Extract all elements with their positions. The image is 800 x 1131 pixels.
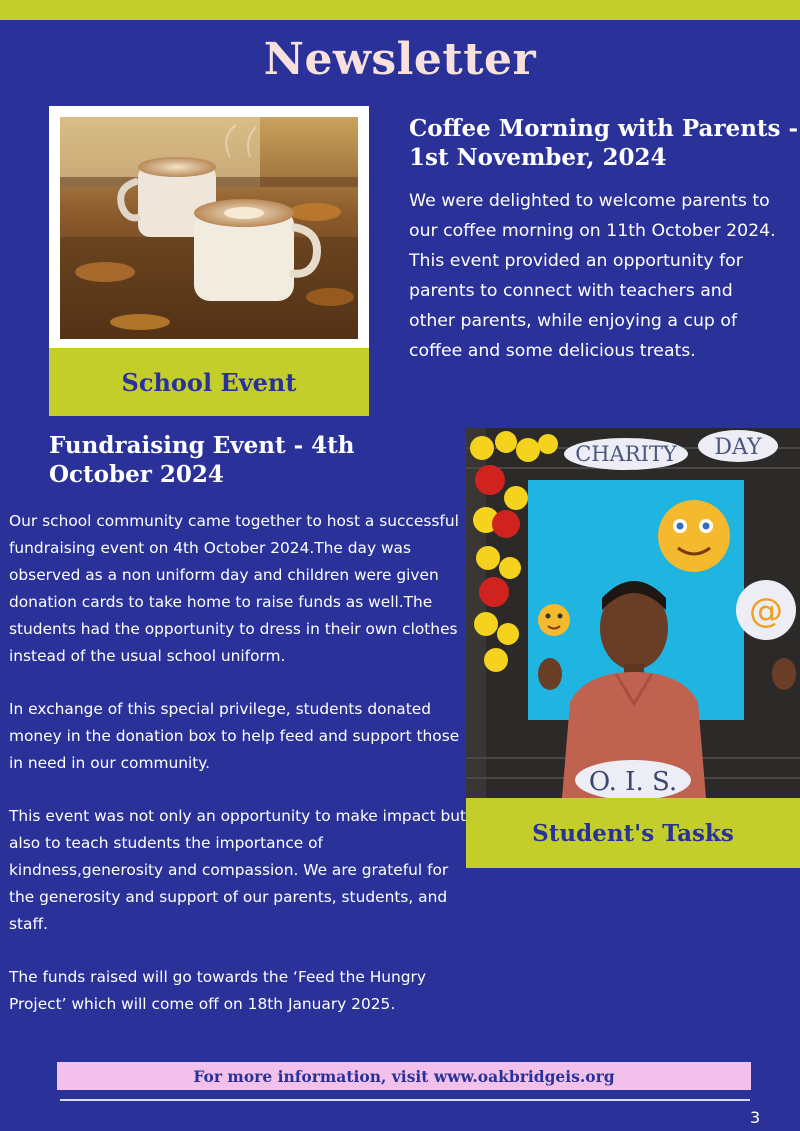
svg-text:@: @: [749, 591, 783, 631]
ois-sign-text: O. I. S.: [588, 767, 678, 797]
fundraising-paragraph-2: In exchange of this special privilege, students donated money in the donation box to help feed and support those in need in our community.: [9, 700, 460, 772]
fundraising-body: [9, 508, 469, 1044]
footer-info-banner: For more information, visit www.oakbridgeis.org: [57, 1062, 751, 1090]
charity-sign-text: CHARITY: [575, 442, 677, 466]
day-sign-text: DAY: [714, 435, 762, 460]
coffee-morning-body: We were delighted to welcome parents to our coffee morning on 11th October 2024. This event provided an opportunity for parents to connect with teachers and other parents, while enjoying a cup of coffee and some delicious treats.: [409, 191, 776, 361]
fundraising-paragraph-4: The funds raised will go towards the ‘Feed the Hungry Project’ which will come off on 18th January 2025.: [9, 968, 426, 1013]
fundraising-paragraph-1: Our school community came together to host a successful fundraising event on 4th October 2024.The day was observed as a non uniform day and children were given donation cards to take home to raise funds as well.The students had the opportunity to dress in their own clothes instead of the usual school uniform.: [9, 512, 459, 665]
coffee-photo: [60, 117, 358, 339]
page-title: Newsletter: [263, 34, 537, 85]
fundraising-heading: Fundraising Event - 4th October 2024: [49, 432, 355, 488]
page-number: 3: [750, 1108, 761, 1127]
school-event-card: [49, 106, 369, 416]
student-tasks-card: [466, 428, 800, 868]
coffee-morning-heading: Coffee Morning with Parents - 1st November, 2024: [409, 115, 799, 171]
charity-day-photo: [466, 428, 800, 798]
school-event-caption: School Event: [49, 348, 369, 416]
student-tasks-caption: Student's Tasks: [466, 798, 800, 868]
footer-divider: [60, 1099, 750, 1101]
top-accent-bar: [0, 0, 800, 20]
fundraising-paragraph-3: This event was not only an opportunity to make impact but also to teach students the importance of kindness,generosity and compassion. We are grateful for the generosity and support of our parents, students, and staff.: [9, 807, 467, 933]
